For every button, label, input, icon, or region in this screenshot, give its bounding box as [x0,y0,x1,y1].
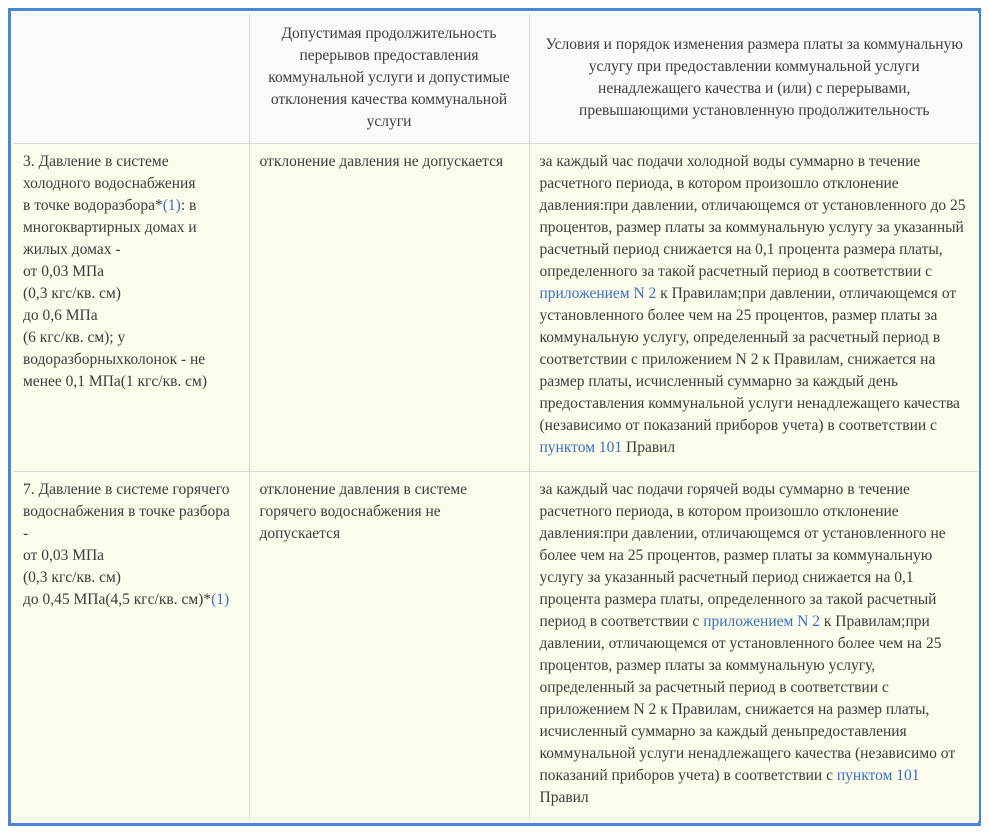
document-frame [8,8,981,826]
service-quality-table [13,13,979,821]
cell-requirement: 7. Давление в системе горячего водоснабжения в точке разбора - от 0,03 МПа (0,3 кгс/кв. см) до 0,45 МПа(4,5 кгс/кв. см)*(1) [13,472,249,822]
header-parameter [13,13,249,144]
document-link[interactable]: (1) [211,591,230,608]
cell-conditions: за каждый час подачи горячей воды суммарно в течение расчетного периода, в котором произошло отклонение давления:при давлении, отличающемся от установленного не более чем на 25 процентов, размер платы за коммунальную услугу за указанный расчетный период снижается на 0,1 процента размера платы, определенного за такой расчетный период в соответствии с приложением N 2 к Правилам;при давлении, отличающемся от установленного более чем на 25 процентов, размер платы за коммунальную услугу, определенный за расчетный период в соответствии с приложением N 2 к Правилам, снижается на размер платы, исчисленный суммарно за каждый деньпредоставления коммунальной услуги ненадлежащего качества (независимо от показаний приборов учета) в соответствии с пунктом 101 Правил [529,472,979,822]
header-payment-conditions: Условия и порядок изменения размера платы за коммунальную услугу при предоставлении коммунальной услуги ненадлежащего качества и (или) с перерывами, превышающими установленную продолжительность [529,13,979,144]
table-row-hot-water [13,472,979,822]
document-link[interactable]: пунктом 101 [539,439,623,456]
header-allowed-duration: Допустимая продолжительность перерывов предоставления коммунальной услуги и допустимые отклонения качества коммунальной услуги [249,13,529,144]
document-link[interactable]: приложением N 2 [703,613,820,630]
document-link[interactable]: приложением N 2 [539,285,657,302]
cell-allowed-deviation: отклонение давления не допускается [249,144,529,472]
document-link[interactable]: пунктом 101 [836,767,920,784]
cell-requirement: 3. Давление в системе холодного водоснабжения в точке водоразбора*(1): в многоквартирных домах и жилых домах - от 0,03 МПа (0,3 кгс/кв. см) до 0,6 МПа (6 кгс/кв. см); у водоразборныхколонок - не менее 0,1 МПа(1 кгс/кв. см) [13,144,249,472]
document-link[interactable]: (1) [162,197,181,214]
header-row [13,13,979,144]
table-row-cold-water [13,144,979,472]
cell-conditions: за каждый час подачи холодной воды суммарно в течение расчетного периода, в котором произошло отклонение давления:при давлении, отличающемся от установленного до 25 процентов, размер платы за коммунальную услугу за указанный расчетный период снижается на 0,1 процента размера платы, определенного за такой расчетный период в соответствии с приложением N 2 к Правилам;при давлении, отличающемся от установленного более чем на 25 процентов, размер платы за коммунальную услугу, определенный за расчетный период в соответствии с приложением N 2 к Правилам, снижается на размер платы, исчисленный суммарно за каждый день предоставления коммунальной услуги ненадлежащего качества (независимо от показаний приборов учета) в соответствии с пунктом 101 Правил [529,144,979,472]
cell-allowed-deviation: отклонение давления в системе горячего водоснабжения не допускается [249,472,529,822]
